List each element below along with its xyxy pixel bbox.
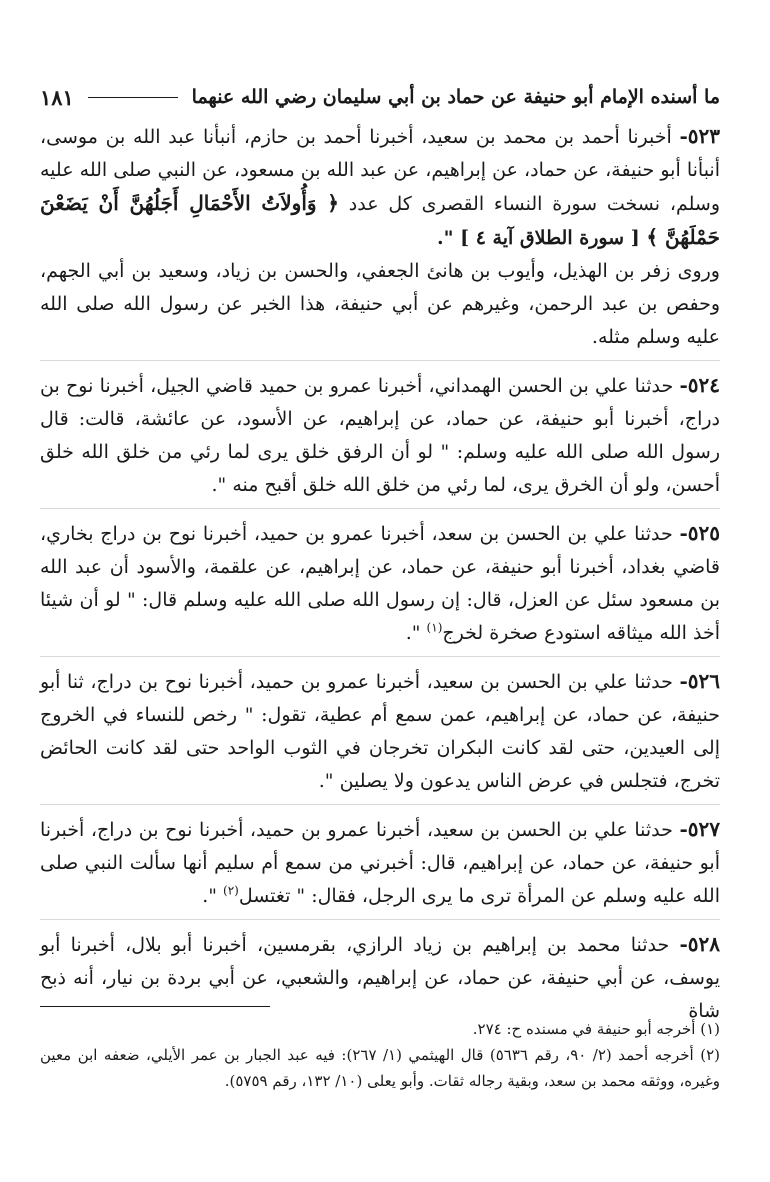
entry-text: حدثنا علي بن الحسن الهمداني، أخبرنا عمرو بن حميد قاضي الجيل، أخبرنا نوح بن دراج، أخبرنا أبو حنيفة، عن حماد، عن إبراهيم، عن الأسود، عن عائشة، قالت: قال رسول الله صلى الله عليه وسلم: " لو أن الرفق خلق يرى لما رئي من خلق الله خلق أحسن، ولو أن الخرق يرى، لما رئي من خلق الله خلق أقبح منه ". [40,375,720,496]
hadith-list [40,120,720,1034]
footnote-separator [40,1006,270,1007]
hadith-entry-524 [40,369,720,509]
entry-number: ٥٢٦- [679,669,720,693]
entry-number: ٥٢٣- [679,124,720,148]
entry-text: حدثنا محمد بن إبراهيم بن زياد الرازي، بقرمسين، أخبرنا أبو بلال، أخبرنا أبو يوسف، عن أبي حنيفة، عن حماد، عن إبراهيم، والشعبي، عن أبي بردة بن نيار، أنه ذبح شاة [40,934,720,1022]
footnotes [40,1016,720,1094]
header-title: ما أسنده الإمام أبو حنيفة عن حماد بن أبي سليمان رضي الله عنهما [191,86,720,108]
footnote-2: (٢) أخرجه أحمد (٢/ ٩٠، رقم ٥٦٣٦) قال الهيثمي (١/ ٢٦٧): فيه عبد الجبار بن عمر الأيلي، ضعفه ابن معين وغيره، ووثقه محمد بن سعد، وبقية رجاله ثقات. وأبو يعلى (١٠/ ١٣٢، رقم ٥٧٥٩). [40,1046,720,1090]
entry-text: حدثنا علي بن الحسن بن سعيد، أخبرنا عمرو بن حميد، أخبرنا نوح بن دراج، ثنا أبو حنيفة، عن حماد، عن إبراهيم، عمن سمع أم عطية، تقول: " رخص للنساء في الخروج إلى العيدين، حتى لقد كانت البكران تخرجان في الثوب الواحد حتى لقد كانت الحائض تخرج، فتجلس في عرض الناس يدعون ولا يصلين ". [40,671,720,792]
entry-paragraph: وروى زفر بن الهذيل، وأيوب بن هانئ الجعفي، والحسن بن زياد، وسعيد بن أبي الجهم، وحفص بن عبد الرحمن، وغيرهم عن أبي حنيفة، هذا الخبر عن رسول الله صلى الله عليه وسلم مثله. [40,260,720,348]
entry-number: ٥٢٨- [679,932,720,956]
footnote-1: (١) أخرجه أبو حنيفة في مسنده ح: ٢٧٤. [472,1020,720,1038]
entry-text: أخبرنا أحمد بن محمد بن سعيد، أخبرنا أحمد بن حازم، أنبأنا عبد الله بن موسى، أنبأنا أبو حنيفة، عن حماد، عن إبراهيم، عن عبد الله بن مسعود، عن النبي صلى الله عليه وسلم، نسخت سورة النساء القصرى كل عدد [40,126,721,215]
entry-text-end: ". [405,622,427,644]
entry-text-end: ". [202,885,224,907]
entry-text: حدثنا علي بن الحسن بن سعيد، أخبرنا عمرو بن حميد، أخبرنا نوح بن دراج، أخبرنا أبو حنيفة، عن حماد، عن إبراهيم، قال: أخبرني من سمع أم سليم أنها سألت النبي صلى الله عليه وسلم عن المرأة ترى ما يرى الرجل، فقال: " تغتسل [40,819,720,907]
hadith-entry-527 [40,813,720,920]
page-number: ١٨١ [40,84,74,110]
hadith-entry-523 [40,120,720,361]
entry-number: ٥٢٧- [679,817,720,841]
entry-number: ٥٢٤- [679,373,720,397]
footnote-ref-1[interactable]: (١) [426,620,443,635]
book-page [40,80,720,1042]
hadith-entry-525 [40,517,720,657]
quran-verse: ﴿ وَأُولاَتُ الأَحْمَالِ أَجَلُهُنَّ أَنْ يَضَعْنَ حَمْلَهُنَّ ﴾ [40,191,720,249]
header-rule [88,97,178,98]
hadith-entry-526 [40,665,720,805]
entry-number: ٥٢٥- [679,521,720,545]
verse-citation: [ سورة الطلاق آية ٤ ] ". [436,227,647,249]
footnote-ref-2[interactable]: (٢) [223,883,239,898]
entry-text: حدثنا علي بن الحسن بن سعد، أخبرنا عمرو بن حميد، أخبرنا نوح بن دراج بخاري، قاضي بغداد، أخبرنا أبو حنيفة، عن حماد، عن إبراهيم، عن علقمة، والأسود أن عبد الله بن مسعود سئل عن العزل، قال: إن رسول الله صلى الله عليه وسلم قال: " لو أن شيئا أخذ الله ميثاقه استودع صخرة لخرج [40,523,720,644]
running-header [40,80,720,114]
